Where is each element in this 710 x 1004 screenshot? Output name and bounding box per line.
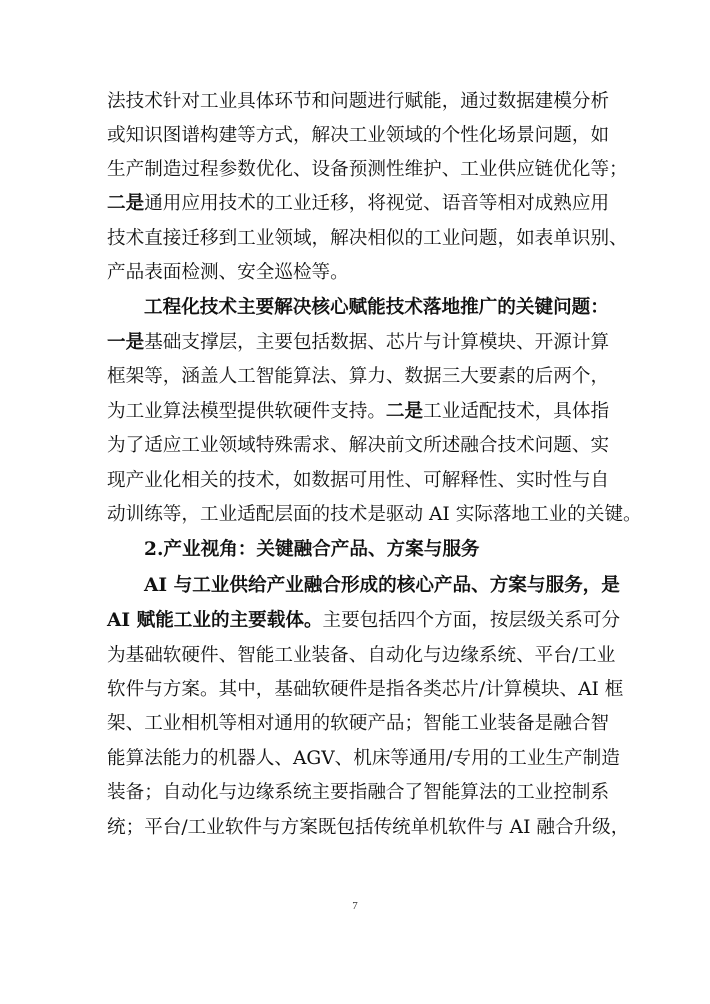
paragraph-1-line-2: 或知识图谱构建等方式，解决工业领域的个性化场景问题，如 [107,125,610,146]
paragraph-2-line-4-text-a: 为工业算法模型提供软硬件支持。 [107,401,386,422]
paragraph-3-line-3: 为基础软硬件、智能工业装备、自动化与边缘系统、平台/工业 [107,645,616,666]
paragraph-2-line-7: 动训练等，工业适配层面的技术是驱动 AI 实际落地工业的关键。 [107,504,642,525]
section-heading: 2.产业视角：关键融合产品、方案与服务 [144,539,480,560]
paragraph-3-line-4: 软件与方案。其中，基础软硬件是指各类芯片/计算模块、AI 框 [107,679,624,700]
paragraph-2-line-4 [107,400,610,424]
paragraph-1-line-4 [107,192,610,216]
emphasis-first: 一是 [107,332,145,353]
paragraph-2-lead: 工程化技术主要解决核心赋能技术落地推广的关键问题： [144,297,609,318]
emphasis-second-b: 二是 [385,401,424,422]
paragraph-2-line-5: 为了适应工业领域特殊需求、解决前文所述融合技术问题、实 [107,435,610,456]
page-number: 7 [352,900,358,912]
paragraph-2-line-6: 现产业化相关的技术，如数据可用性、可解释性、实时性与自 [107,470,610,491]
paragraph-1-line-4-text: 通用应用技术的工业迁移，将视觉、语音等相对成熟应用 [144,193,610,214]
paragraph-2-line-3: 框架等，涵盖人工智能算法、算力、数据三大要素的后两个， [107,366,610,387]
paragraph-3-line-8: 统；平台/工业软件与方案既包括传统单机软件与 AI 融合升级， [107,817,630,838]
paragraph-3-line-6: 能算法能力的机器人、AGV、机床等通用/专用的工业生产制造 [107,748,620,769]
paragraph-1-line-6: 产品表面检测、安全巡检等。 [107,262,349,283]
paragraph-1-line-5: 技术直接迁移到工业领域，解决相似的工业问题，如表单识别、 [107,228,628,249]
paragraph-2-line-2 [107,331,610,355]
paragraph-1-line-1: 法技术针对工业具体环节和问题进行赋能，通过数据建模分析 [107,91,610,112]
paragraph-3-line-1: AI 与工业供给产业融合形成的核心产品、方案与服务，是 [144,575,620,596]
paragraph-3-line-5: 架、工业相机等相对通用的软硬产品；智能工业装备是融合智 [107,713,610,734]
paragraph-2-line-4-text-b: 工业适配技术，具体指 [423,401,610,422]
paragraph-3-line-7: 装备；自动化与边缘系统主要指融合了智能算法的工业控制系 [107,782,610,803]
paragraph-3-line-2-bold: AI 赋能工业的主要载体。 [107,610,323,631]
paragraph-3-line-2 [107,609,621,633]
paragraph-3-line-2-text: 主要包括四个方面，按层级关系可分 [322,610,621,631]
paragraph-2-line-2-text: 基础支撑层，主要包括数据、芯片与计算模块、开源计算 [144,332,610,353]
emphasis-second: 二是 [107,193,145,214]
paragraph-1-line-3: 生产制造过程参数优化、设备预测性维护、工业供应链优化等； [107,159,628,180]
